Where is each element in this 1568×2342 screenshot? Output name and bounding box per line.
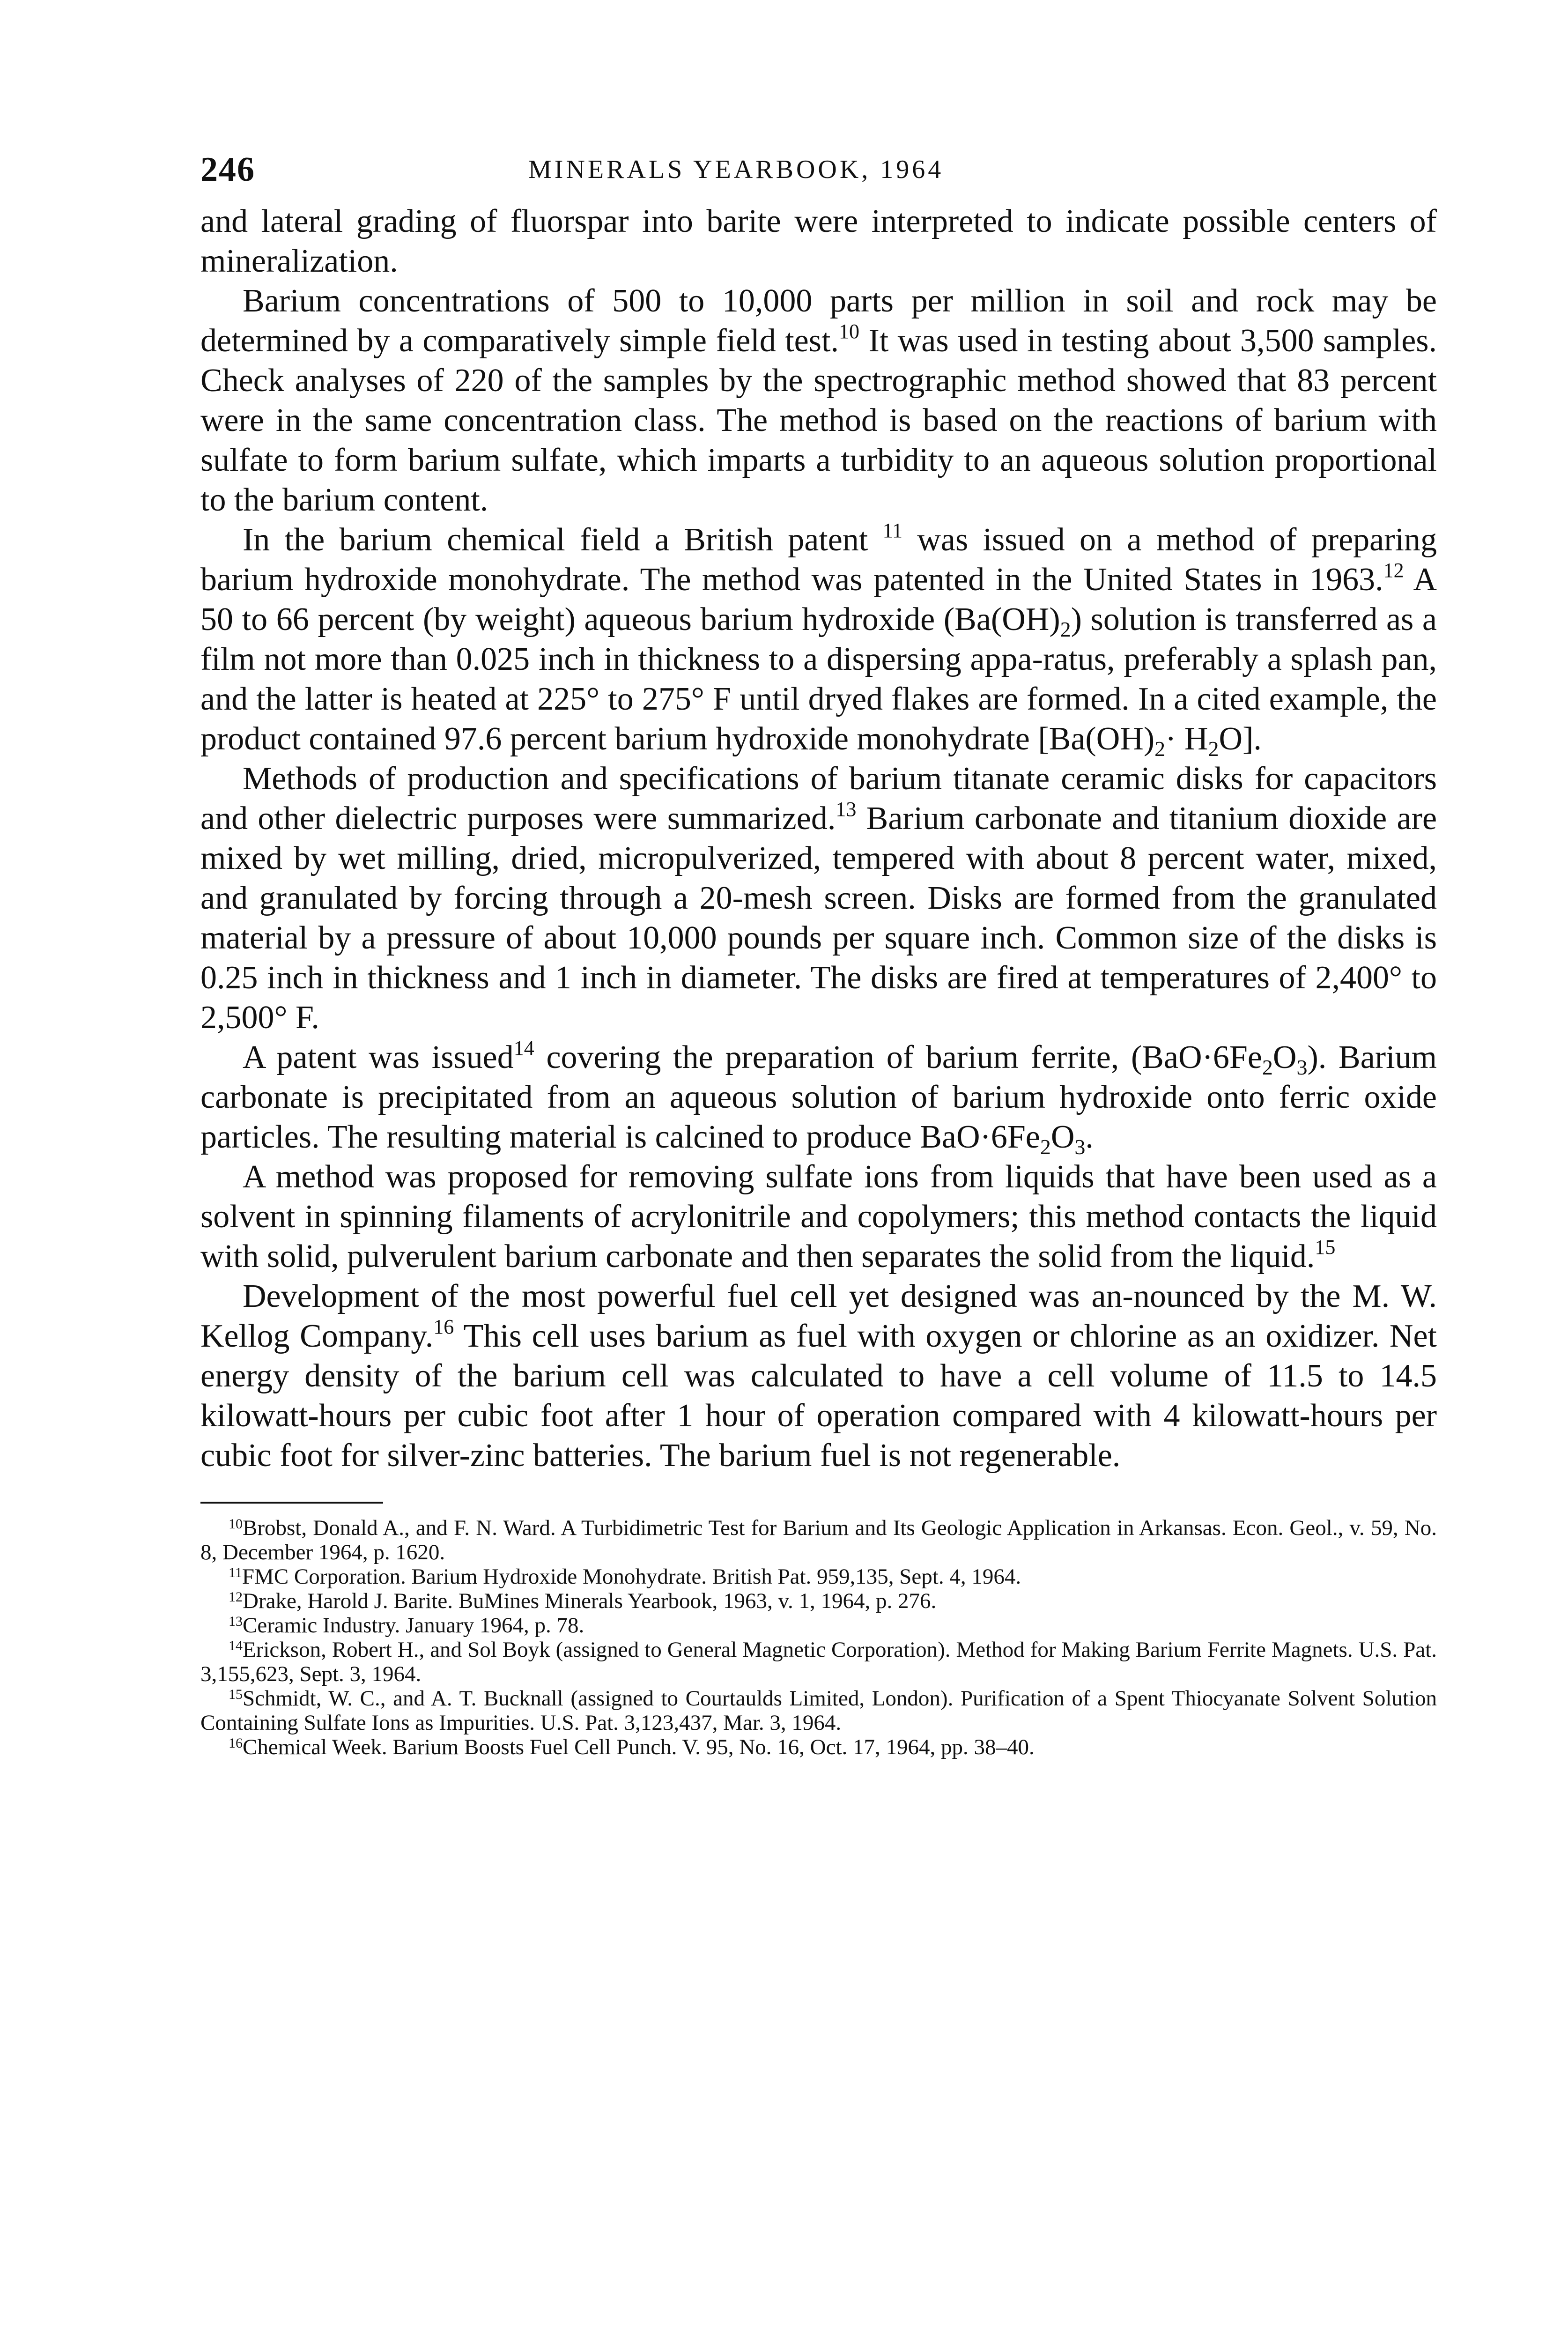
footnote-16 xyxy=(200,1735,1437,1759)
paragraph-7 xyxy=(200,1276,1437,1475)
paragraph-5-text-c: O xyxy=(1272,1039,1297,1075)
document-page xyxy=(200,150,1437,1759)
paragraph-2-text-a: Barium concentrations of 500 to 10,000 parts per million in soil and rock may be determined by a comparatively simple field test. xyxy=(200,283,1437,359)
paragraph-3-text-f: O]. xyxy=(1219,721,1262,757)
paragraph-3-text-a: In the barium chemical field a British patent xyxy=(243,522,883,558)
paragraph-5-text-d: ). Barium carbonate is precipitated from an aqueous solution of barium hydroxide onto ferric oxide particles. The resulting material is calcined to produce BaO·6Fe xyxy=(200,1039,1437,1155)
footnote-number: 12 xyxy=(229,1589,243,1605)
paragraph-3-text-b: was issued on a method of preparing barium hydroxide monohydrate. The method was patented in the United States in 1963. xyxy=(200,522,1437,598)
footnote-text: FMC Corporation. Barium Hydroxide Monohydrate. British Pat. 959,135, Sept. 4, 1964. xyxy=(242,1564,1021,1589)
paragraph-4-text-a: Methods of production and specifications of barium titanate ceramic disks for capacitors and other dielectric purposes were summarized. xyxy=(200,761,1437,837)
subscript: 2 xyxy=(1040,1135,1051,1159)
paragraph-5-text-a: A patent was issued xyxy=(243,1039,514,1075)
footnote-text: Brobst, Donald A., and F. N. Ward. A Turbidimetric Test for Barium and Its Geologic Application in Arkansas. Econ. Geol., v. 59, No. 8, December 1964, p. 1620. xyxy=(200,1516,1437,1564)
page-header xyxy=(200,150,1437,201)
paragraph-4-text-b: Barium carbonate and titanium dioxide are mixed by wet milling, dried, micropulverized, tempered with about 8 percent water, mixed, and granulated by forcing through a 20-mesh screen. Disks are formed from the granulated material by a pressure of about 10,000 pounds per square inch. Common size of the disks is 0.25 inch in thickness and 1 inch in diameter. The disks are fired at temperatures of 2,400° to 2,500° F. xyxy=(200,800,1437,1036)
footnote-15 xyxy=(200,1686,1437,1735)
footnote-ref-12: 12 xyxy=(1383,559,1404,582)
footnote-ref-16: 16 xyxy=(433,1315,454,1338)
paragraph-3-text-d: ) solution is transferred as a film not more than 0.025 inch in thickness to a dispersing appa-ratus, preferably a splash pan, and the latter is heated at 225° to 275° F until dryed flakes are formed. In a cited example, the product contained 97.6 percent barium hydroxide monohydrate [Ba(OH) xyxy=(200,601,1437,757)
footnote-text: Drake, Harold J. Barite. BuMines Minerals Yearbook, 1963, v. 1, 1964, p. 276. xyxy=(243,1589,937,1613)
paragraph-3-text-e: · H xyxy=(1165,721,1208,757)
footnote-11 xyxy=(200,1564,1437,1589)
paragraph-7-text-a: Development of the most powerful fuel cell yet designed was an-nounced by the M. W. Kellog Company. xyxy=(200,1278,1437,1354)
footnote-number: 10 xyxy=(229,1516,243,1532)
footnote-ref-11: 11 xyxy=(882,519,903,542)
footnote-ref-10: 10 xyxy=(838,320,859,343)
paragraph-7-text-b: This cell uses barium as fuel with oxygen or chlorine as an oxidizer. Net energy density of the barium cell was calculated to have a cell volume of 11.5 to 14.5 kilowatt-hours per cubic foot after 1 hour of operation compared with 4 kilowatt-hours per cubic foot for silver-zinc batteries. The barium fuel is not regenerable. xyxy=(200,1318,1437,1474)
subscript: 2 xyxy=(1208,737,1219,761)
footnotes xyxy=(200,1516,1437,1759)
paragraph-6-text-a: A method was proposed for removing sulfate ions from liquids that have been used as a solvent in spinning filaments of acrylonitrile and copolymers; this method contacts the liquid with solid, pulverulent barium carbonate and then separates the solid from the liquid. xyxy=(200,1159,1437,1275)
footnote-13 xyxy=(200,1613,1437,1638)
paragraph-5-text-e: O xyxy=(1050,1119,1075,1155)
paragraph-4 xyxy=(200,759,1437,1038)
paragraph-3 xyxy=(200,520,1437,759)
footnote-number: 13 xyxy=(229,1614,243,1629)
page-number: 246 xyxy=(200,150,255,189)
footnote-ref-13: 13 xyxy=(836,798,857,821)
subscript: 2 xyxy=(1262,1055,1273,1079)
subscript: 3 xyxy=(1074,1135,1086,1159)
paragraph-6 xyxy=(200,1157,1437,1276)
paragraph-5 xyxy=(200,1038,1437,1157)
footnote-number: 11 xyxy=(229,1565,242,1580)
subscript: 2 xyxy=(1060,617,1071,641)
paragraph-1-text: and lateral grading of fluorspar into barite were interpreted to indicate possible centers of mineralization. xyxy=(200,203,1437,279)
footnote-number: 16 xyxy=(229,1735,243,1751)
subscript: 2 xyxy=(1154,737,1166,761)
footnote-ref-15: 15 xyxy=(1315,1236,1336,1259)
footnote-ref-14: 14 xyxy=(513,1037,534,1060)
paragraph-2-text-b: It was used in testing about 3,500 samples. Check analyses of 220 of the samples by the spectrographic method showed that 83 percent were in the same concentration class. The method is based on the reactions of barium with sulfate to form barium sulfate, which imparts a turbidity to an aqueous solution proportional to the barium content. xyxy=(200,323,1437,518)
footnote-10 xyxy=(200,1516,1437,1564)
paragraph-3-text-c: A 50 to 66 percent (by weight) aqueous barium hydroxide (Ba(OH) xyxy=(200,562,1437,637)
paragraph-5-text-b: covering the preparation of barium ferrite, (BaO·6Fe xyxy=(534,1039,1262,1075)
subscript: 3 xyxy=(1296,1055,1308,1079)
footnote-text: Ceramic Industry. January 1964, p. 78. xyxy=(243,1613,584,1638)
footnote-text: Erickson, Robert H., and Sol Boyk (assigned to General Magnetic Corporation). Method for Making Barium Ferrite Magnets. U.S. Pat. 3,155,623, Sept. 3, 1964. xyxy=(200,1638,1437,1686)
running-title: MINERALS YEARBOOK, 1964 xyxy=(528,155,944,184)
footnote-divider xyxy=(200,1502,383,1504)
paragraph-5-text-f: . xyxy=(1085,1119,1094,1155)
footnote-text: Schmidt, W. C., and A. T. Bucknall (assigned to Courtaulds Limited, London). Purification of a Spent Thiocyanate Solvent Solution Containing Sulfate Ions as Impurities. U.S. Pat. 3,123,437, Mar. 3, 1964. xyxy=(200,1686,1437,1735)
footnote-14 xyxy=(200,1638,1437,1686)
footnote-text: Chemical Week. Barium Boosts Fuel Cell Punch. V. 95, No. 16, Oct. 17, 1964, pp. 38–40. xyxy=(243,1735,1035,1759)
paragraph-2 xyxy=(200,281,1437,520)
body-text xyxy=(200,201,1437,1475)
footnote-number: 15 xyxy=(229,1687,243,1702)
paragraph-1 xyxy=(200,201,1437,281)
footnote-12 xyxy=(200,1589,1437,1613)
footnote-number: 14 xyxy=(229,1638,243,1653)
